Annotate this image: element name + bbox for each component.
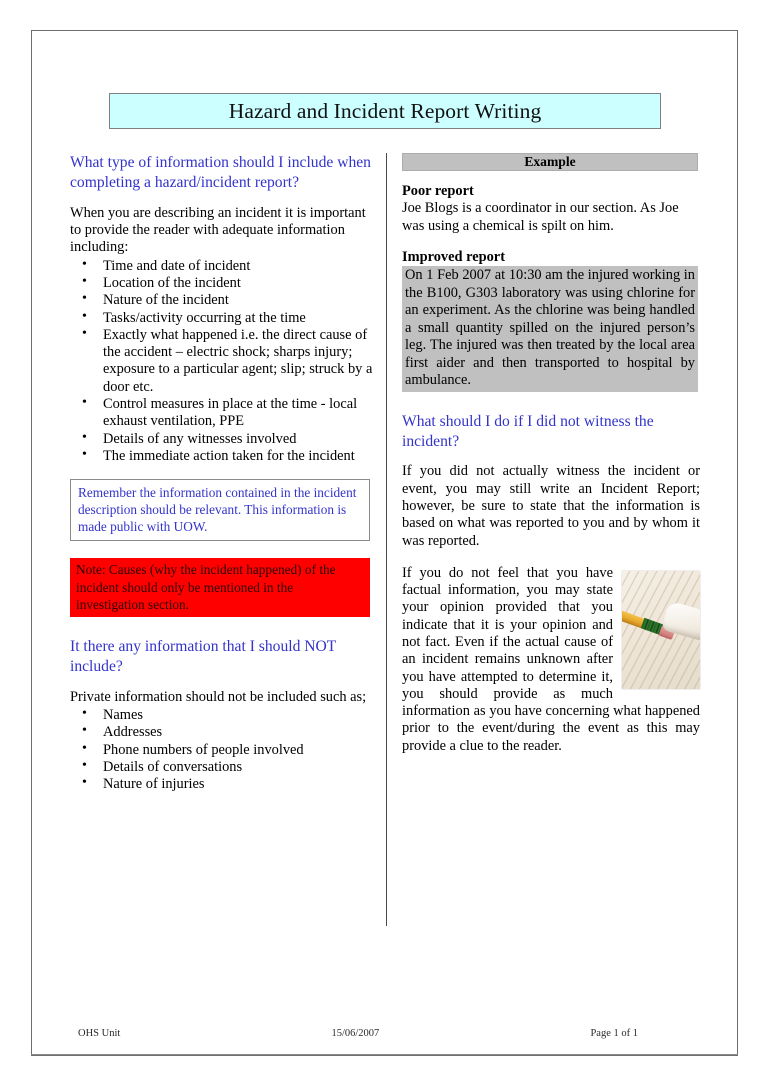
heading-did-not-witness: What should I do if I did not witness the incident?: [402, 412, 654, 451]
footer-left-text: OHS Unit: [78, 1028, 121, 1039]
list-item: • Control measures in place at the time - local exhaust ventilation, PPE: [70, 396, 380, 431]
list-item: • Nature of injuries: [70, 776, 380, 793]
paragraph-opinion: If you do not feel that you have factual information, you may state your opinion provided that you indicate that it is your opinion and not fact. Even if the actual cause of an incident remains unknown after you have attempted to determine it, you should provide as much information as you have concerning what happened prior to the event/during the event as this may provide a clue to the reader.: [402, 564, 700, 754]
remember-note-text: Remember the information contained in the incident description should be relevant. This information is made public with UOW.: [78, 485, 357, 535]
information-not-to-include-list: [70, 707, 380, 793]
footer-divider-rule: [31, 1054, 738, 1055]
improved-report-label: Improved report: [402, 248, 505, 265]
intro-paragraph-1: When you are describing an incident it is important to provide the reader with adequate information including:: [70, 204, 366, 256]
page-title: Hazard and Incident Report Writing: [228, 98, 542, 123]
warning-note-box: [70, 558, 370, 616]
left-column: [70, 153, 380, 793]
footer-right-page-number: Page 1 of 1: [590, 1028, 638, 1039]
intro-paragraph-2: Private information should not be included such as;: [70, 688, 367, 705]
list-item: • Exactly what happened i.e. the direct cause of the accident – electric shock; sharps injury; exposure to a particular agent; slip; struck by a door etc.: [70, 327, 380, 396]
document-page: [31, 30, 738, 1056]
heading-what-type-of-information: What type of information should I include when completing a hazard/incident report?: [70, 154, 371, 192]
paragraph-witness: If you did not actually witness the incident or event, you may still write an Incident Report; however, be sure to state that the information is based on what was reported to you and by whom it was reported.: [402, 463, 700, 549]
poor-report-text: Joe Blogs is a coordinator in our section. As Joe was using a chemical is spilt on him.: [402, 200, 679, 234]
improved-report-text: On 1 Feb 2007 at 10:30 am the injured working in the B100, G303 laboratory was using chlorine for an experiment. As the chlorine was being handled a small quantity spilled on the injured person’s leg. The injured was then treated by the local area first aider and then transported to hospital by ambulance.: [405, 267, 695, 389]
list-item: • Tasks/activity occurring at the time: [70, 310, 380, 327]
remember-note-box: [70, 479, 370, 541]
list-item: • Nature of the incident: [70, 292, 380, 309]
list-item: • Details of any witnesses involved: [70, 431, 380, 448]
column-divider-rule: [386, 153, 387, 926]
heading-what-not-to-include: It there any information that I should NOT include?: [70, 637, 337, 676]
example-label: Example: [524, 154, 576, 169]
pencil-eraser-on-ruled-paper-photo: [622, 571, 700, 689]
list-item: • The immediate action taken for the incident: [70, 448, 380, 465]
improved-report-highlight-block: [402, 266, 698, 392]
list-item: • Location of the incident: [70, 275, 380, 292]
list-item: • Phone numbers of people involved: [70, 742, 380, 759]
list-item: • Addresses: [70, 724, 380, 741]
two-column-body: [70, 153, 700, 943]
list-item: • Time and date of incident: [70, 258, 380, 275]
list-item: • Details of conversations: [70, 759, 380, 776]
example-section-bar: [402, 153, 698, 171]
information-to-include-list: [70, 258, 380, 465]
document-title-banner: [109, 93, 661, 129]
page-footer: [78, 1028, 638, 1039]
poor-report-label: Poor report: [402, 183, 474, 199]
footer-center-date: 15/06/2007: [331, 1028, 380, 1039]
paragraph-opinion-wrapper: [402, 565, 700, 755]
right-column: [402, 153, 700, 756]
list-item: • Names: [70, 707, 380, 724]
warning-note-text: Note: Causes (why the incident happened) of the incident should only be mentioned in the investigation section.: [76, 562, 336, 612]
